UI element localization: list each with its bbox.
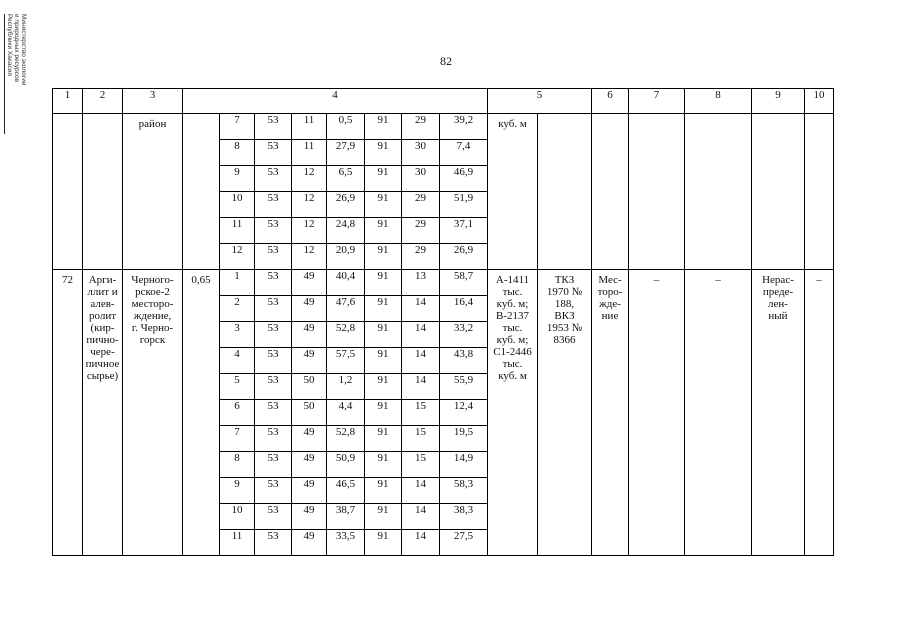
reserves-text: куб. м: [498, 118, 527, 130]
col7-cell: [629, 114, 685, 270]
lon-sec-cell: 19,5: [440, 426, 488, 452]
lon-deg-cell: 91: [365, 426, 402, 452]
header-cell: 8: [685, 89, 752, 114]
lat-sec-cell: 27,9: [327, 140, 365, 166]
approval-cell: [538, 270, 592, 556]
location-line: Черного-: [131, 274, 174, 286]
dash-text: –: [653, 274, 660, 286]
registration-stamp: [4, 14, 45, 134]
lat-deg-cell: 53: [255, 348, 292, 374]
lon-min-cell: 30: [402, 166, 440, 192]
header-cell: 5: [488, 89, 592, 114]
lon-min-cell: 29: [402, 114, 440, 140]
lon-sec-cell: 14,9: [440, 452, 488, 478]
status-cell: [752, 270, 805, 556]
lat-deg-cell: 53: [255, 452, 292, 478]
lat-sec-cell: 24,8: [327, 218, 365, 244]
col8-cell: [685, 270, 752, 556]
type-line: торо-: [597, 286, 623, 298]
reserves-text: [488, 270, 537, 382]
reserves-line: куб. м;: [496, 298, 529, 310]
lon-deg-cell: 91: [365, 530, 402, 556]
lon-min-cell: 29: [402, 218, 440, 244]
lat-min-cell: 49: [292, 452, 327, 478]
lon-min-cell: 14: [402, 530, 440, 556]
reserves-line: куб. м;: [496, 334, 529, 346]
lat-deg-cell: 53: [255, 192, 292, 218]
approval-line: 8366: [553, 334, 576, 346]
mineral-line: пичное: [85, 358, 120, 370]
lon-min-cell: 29: [402, 244, 440, 270]
point-cell: 10: [220, 192, 255, 218]
status-line: лен-: [768, 298, 788, 310]
status-text: [752, 270, 804, 322]
lon-deg-cell: 91: [365, 504, 402, 530]
lat-min-cell: 11: [292, 114, 327, 140]
lat-deg-cell: 53: [255, 166, 292, 192]
lat-sec-cell: 52,8: [327, 322, 365, 348]
type-cell: [592, 114, 629, 270]
lon-deg-cell: 91: [365, 452, 402, 478]
status-line: ный: [768, 310, 788, 322]
number-cell: [53, 114, 83, 270]
lon-deg-cell: 91: [365, 192, 402, 218]
lat-deg-cell: 53: [255, 218, 292, 244]
lat-min-cell: 49: [292, 322, 327, 348]
col7-cell: [629, 270, 685, 556]
lon-sec-cell: 46,9: [440, 166, 488, 192]
point-cell: 11: [220, 218, 255, 244]
header-cell: 7: [629, 89, 685, 114]
lon-sec-cell: 39,2: [440, 114, 488, 140]
mineral-line: ллит и: [87, 286, 118, 298]
reserves-line: А-1411: [495, 274, 530, 286]
number-text: 72: [62, 274, 73, 286]
point-cell: 9: [220, 478, 255, 504]
location-line: ждение,: [133, 310, 172, 322]
mineral-line: Арги-: [88, 274, 117, 286]
reserves-line: тыс.: [502, 358, 523, 370]
dash-text: –: [715, 274, 721, 286]
approval-line: 188,: [554, 298, 575, 310]
lon-sec-cell: 43,8: [440, 348, 488, 374]
lon-min-cell: 15: [402, 426, 440, 452]
reserves-line: тыс.: [502, 286, 523, 298]
stamp-text: [6, 14, 27, 134]
lon-sec-cell: 33,2: [440, 322, 488, 348]
lon-min-cell: 29: [402, 192, 440, 218]
point-cell: 8: [220, 452, 255, 478]
mineral-text: [83, 270, 122, 382]
point-cell: 3: [220, 322, 255, 348]
page-number: 82: [440, 54, 452, 68]
lat-sec-cell: 52,8: [327, 426, 365, 452]
col8-cell: [685, 114, 752, 270]
table-row: [53, 114, 834, 140]
lon-deg-cell: 91: [365, 244, 402, 270]
lat-sec-cell: 6,5: [327, 166, 365, 192]
lon-min-cell: 14: [402, 504, 440, 530]
lat-deg-cell: 53: [255, 322, 292, 348]
lon-deg-cell: 91: [365, 140, 402, 166]
lat-sec-cell: 38,7: [327, 504, 365, 530]
lat-sec-cell: 57,5: [327, 348, 365, 374]
lat-deg-cell: 53: [255, 530, 292, 556]
lat-min-cell: 49: [292, 478, 327, 504]
lon-deg-cell: 91: [365, 218, 402, 244]
approval-line: 1953 №: [546, 322, 583, 334]
lat-sec-cell: 46,5: [327, 478, 365, 504]
mineral-line: чере-: [90, 346, 115, 358]
mineral-line: пично-: [86, 334, 119, 346]
point-cell: 2: [220, 296, 255, 322]
reserves-line: тыс.: [502, 322, 523, 334]
header-cell: 6: [592, 89, 629, 114]
type-text: [592, 270, 628, 322]
point-cell: 5: [220, 374, 255, 400]
col10-cell: [805, 270, 834, 556]
stamp-line: Министерство экологии: [20, 14, 27, 86]
dash-text: –: [816, 274, 822, 286]
lat-min-cell: 12: [292, 244, 327, 270]
lon-min-cell: 14: [402, 322, 440, 348]
location-cell: [123, 114, 183, 270]
header-cell: 3: [123, 89, 183, 114]
lon-min-cell: 30: [402, 140, 440, 166]
lat-deg-cell: 53: [255, 140, 292, 166]
location-text: [123, 270, 182, 346]
mineral-line: сырье): [86, 370, 119, 382]
lon-min-cell: 14: [402, 296, 440, 322]
header-cell: 9: [752, 89, 805, 114]
lon-deg-cell: 91: [365, 348, 402, 374]
lat-deg-cell: 53: [255, 374, 292, 400]
lat-min-cell: 49: [292, 296, 327, 322]
lat-min-cell: 11: [292, 140, 327, 166]
point-cell: 12: [220, 244, 255, 270]
lon-deg-cell: 91: [365, 322, 402, 348]
approval-line: 1970 №: [546, 286, 583, 298]
area-cell: [183, 270, 220, 556]
status-line: преде-: [762, 286, 794, 298]
location-text: район: [138, 118, 167, 130]
header-row: [53, 89, 834, 114]
lat-sec-cell: 20,9: [327, 244, 365, 270]
type-line: Мес-: [598, 274, 622, 286]
col10-cell: [805, 114, 834, 270]
lon-deg-cell: 91: [365, 478, 402, 504]
point-cell: 6: [220, 400, 255, 426]
type-line: ние: [601, 310, 619, 322]
table-row: [53, 270, 834, 296]
location-line: месторо-: [131, 298, 174, 310]
lon-deg-cell: 91: [365, 270, 402, 296]
lat-deg-cell: 53: [255, 504, 292, 530]
number-cell: [53, 270, 83, 556]
lat-deg-cell: 53: [255, 270, 292, 296]
type-cell: [592, 270, 629, 556]
lon-min-cell: 13: [402, 270, 440, 296]
reserves-line: В-2137: [496, 310, 529, 322]
point-cell: 11: [220, 530, 255, 556]
approval-text: [538, 270, 591, 346]
lon-sec-cell: 26,9: [440, 244, 488, 270]
lat-deg-cell: 53: [255, 296, 292, 322]
lon-deg-cell: 91: [365, 374, 402, 400]
location-line: рское-2: [135, 286, 170, 298]
lat-min-cell: 12: [292, 218, 327, 244]
lon-deg-cell: 91: [365, 166, 402, 192]
lon-sec-cell: 58,3: [440, 478, 488, 504]
lat-min-cell: 12: [292, 166, 327, 192]
header-cell: 10: [805, 89, 834, 114]
lat-deg-cell: 53: [255, 400, 292, 426]
lon-sec-cell: 37,1: [440, 218, 488, 244]
lat-sec-cell: 40,4: [327, 270, 365, 296]
mineral-cell: [83, 114, 123, 270]
lat-sec-cell: 4,4: [327, 400, 365, 426]
status-cell: [752, 114, 805, 270]
lon-min-cell: 14: [402, 478, 440, 504]
area-cell: [183, 114, 220, 270]
mineral-line: (кир-: [90, 322, 115, 334]
lat-deg-cell: 53: [255, 478, 292, 504]
lat-sec-cell: 33,5: [327, 530, 365, 556]
approval-line: ВКЗ: [554, 310, 575, 322]
lat-deg-cell: 53: [255, 426, 292, 452]
approval-line: ТКЗ: [554, 274, 575, 286]
header-cell: 1: [53, 89, 83, 114]
lon-min-cell: 15: [402, 452, 440, 478]
status-line: Нерас-: [762, 274, 794, 286]
lon-sec-cell: 16,4: [440, 296, 488, 322]
lon-sec-cell: 55,9: [440, 374, 488, 400]
lat-sec-cell: 1,2: [327, 374, 365, 400]
lat-sec-cell: 50,9: [327, 452, 365, 478]
point-cell: 7: [220, 426, 255, 452]
reserves-line: С1-2446: [493, 346, 532, 358]
lat-min-cell: 49: [292, 426, 327, 452]
mineral-cell: [83, 270, 123, 556]
point-cell: 1: [220, 270, 255, 296]
point-cell: 4: [220, 348, 255, 374]
lat-min-cell: 12: [292, 192, 327, 218]
point-cell: 10: [220, 504, 255, 530]
lat-min-cell: 49: [292, 270, 327, 296]
reserves-cell: [488, 114, 538, 270]
mineral-line: ролит: [88, 310, 117, 322]
lon-deg-cell: 91: [365, 114, 402, 140]
stamp-line: Республики Хакасия: [6, 14, 13, 76]
lon-sec-cell: 51,9: [440, 192, 488, 218]
point-cell: 7: [220, 114, 255, 140]
lon-min-cell: 14: [402, 374, 440, 400]
lat-sec-cell: 0,5: [327, 114, 365, 140]
lat-deg-cell: 53: [255, 244, 292, 270]
lon-sec-cell: 38,3: [440, 504, 488, 530]
reserves-line: куб. м: [498, 370, 527, 382]
mineral-line: алев-: [90, 298, 115, 310]
lon-sec-cell: 58,7: [440, 270, 488, 296]
approval-cell: [538, 114, 592, 270]
lon-deg-cell: 91: [365, 400, 402, 426]
lat-min-cell: 49: [292, 530, 327, 556]
location-line: горск: [139, 334, 166, 346]
lat-min-cell: 49: [292, 504, 327, 530]
stamp-line: и природных ресурсов: [13, 14, 20, 83]
lon-min-cell: 14: [402, 348, 440, 374]
lon-deg-cell: 91: [365, 296, 402, 322]
header-cell: 2: [83, 89, 123, 114]
lat-min-cell: 50: [292, 374, 327, 400]
lat-sec-cell: 26,9: [327, 192, 365, 218]
type-line: жде-: [599, 298, 621, 310]
lat-min-cell: 49: [292, 348, 327, 374]
lon-sec-cell: 12,4: [440, 400, 488, 426]
lat-min-cell: 50: [292, 400, 327, 426]
reserves-cell: [488, 270, 538, 556]
lat-deg-cell: 53: [255, 114, 292, 140]
lon-sec-cell: 7,4: [440, 140, 488, 166]
point-cell: 8: [220, 140, 255, 166]
lat-sec-cell: 47,6: [327, 296, 365, 322]
location-cell: [123, 270, 183, 556]
location-line: г. Черно-: [131, 322, 174, 334]
point-cell: 9: [220, 166, 255, 192]
lon-sec-cell: 27,5: [440, 530, 488, 556]
deposits-table: [52, 88, 834, 556]
area-text: 0,65: [191, 274, 211, 286]
header-cell: 4: [183, 89, 488, 114]
lon-min-cell: 15: [402, 400, 440, 426]
